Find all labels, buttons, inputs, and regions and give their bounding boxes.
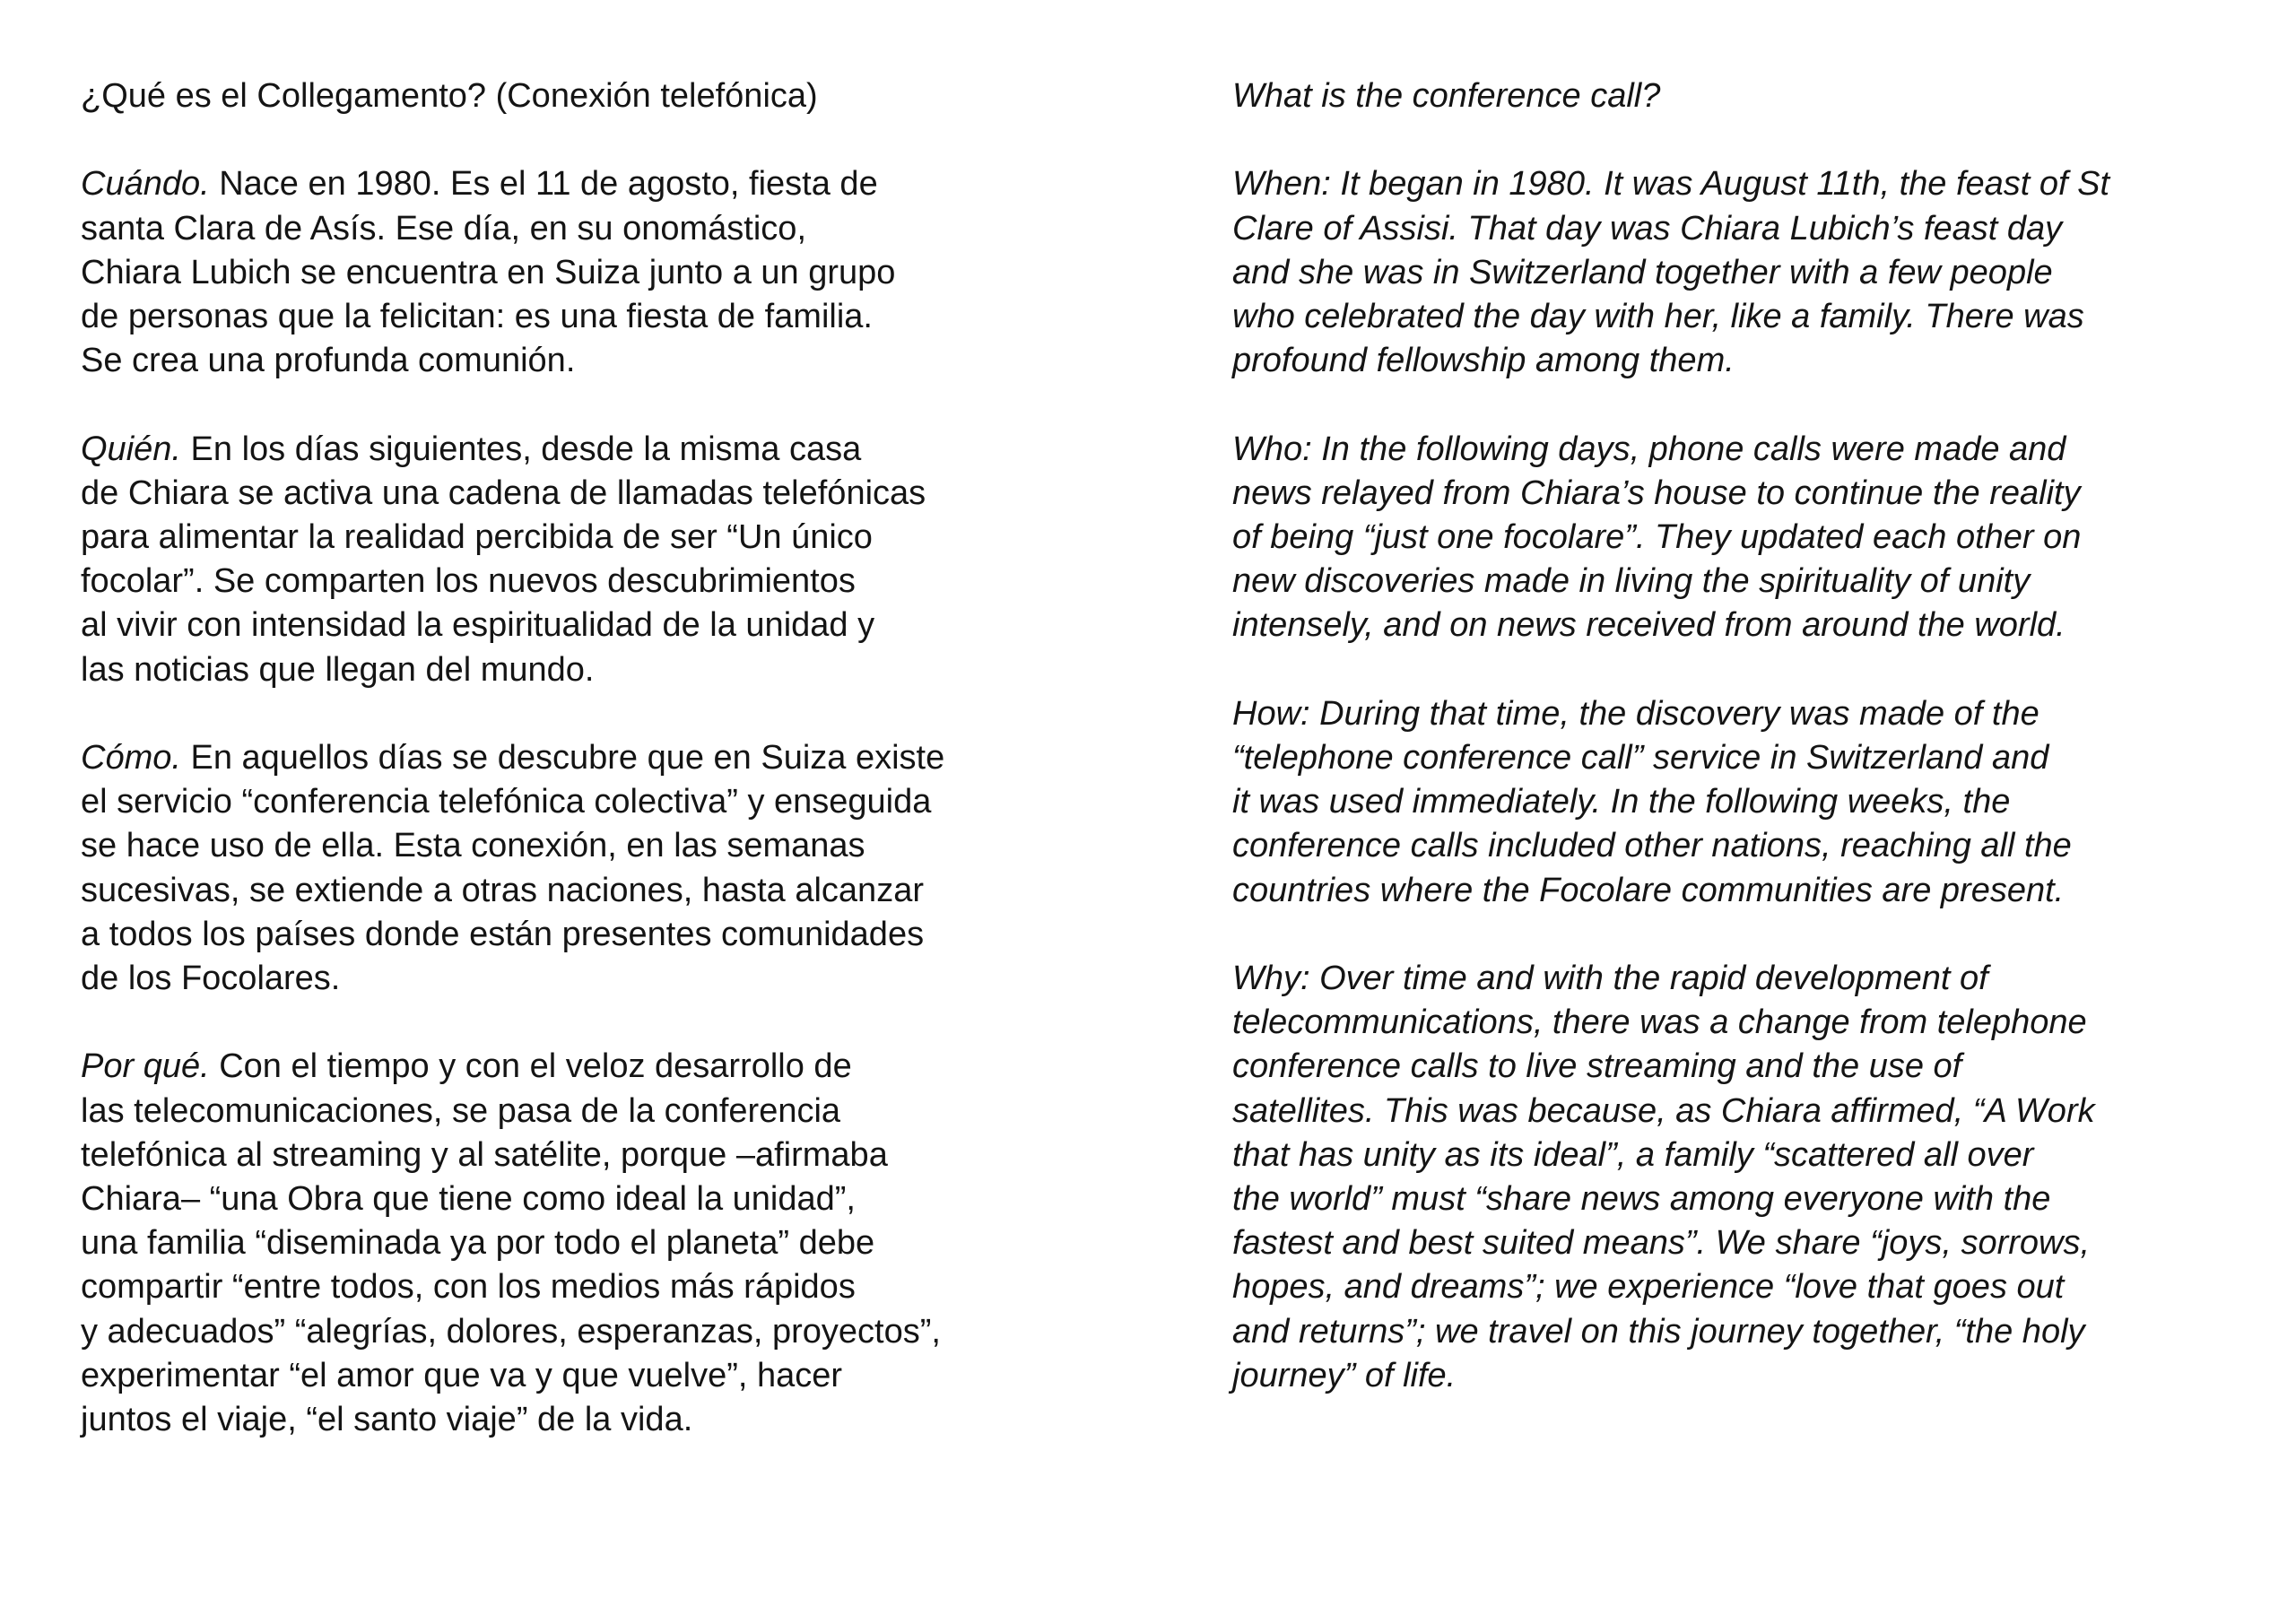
text-fragment: Con el tiempo y con el veloz desarrollo de xyxy=(209,1047,852,1086)
text-line: una familia “diseminada ya por todo el planeta” debe xyxy=(81,1224,875,1263)
text-line xyxy=(81,736,1121,780)
section-lead: Quién. xyxy=(81,430,181,468)
text-line: experimentar “el amor que va y que vuelve”, hacer xyxy=(81,1356,843,1394)
text-fragment: Nace en 1980. Es el 11 de agosto, fiesta de xyxy=(209,165,878,204)
text-line: who celebrated the day with her, like a family. There was xyxy=(1232,298,2084,335)
text-line: se hace uso de ella. Esta conexión, en las semanas xyxy=(81,827,865,865)
english-title xyxy=(1232,74,2273,118)
english-section-when xyxy=(1232,162,2273,383)
text-line: al vivir con intensidad la espiritualidad de la unidad y xyxy=(81,606,875,645)
text-line: the world” must “share news among everyone with the xyxy=(1232,1180,2051,1219)
section-lead: Por qué. xyxy=(81,1047,210,1086)
text-line: Clare of Assisi. That day was Chiara Lubich’s feast day xyxy=(1232,209,2063,248)
text-line: para alimentar la realidad percibida de ser “Un único xyxy=(81,518,873,556)
text-line: Se crea una profunda comunión. xyxy=(81,342,576,380)
text-line: las noticias que llegan del mundo. xyxy=(81,650,595,689)
text-fragment: En los días siguientes, desde la misma casa xyxy=(180,430,862,468)
text-line xyxy=(81,1045,1121,1089)
text-line: journey” of life. xyxy=(1232,1356,1457,1394)
text-line: that has unity as its ideal”, a family “scattered all over xyxy=(1232,1135,2034,1174)
text-line: fastest and best suited means”. We share “joys, sorrows, xyxy=(1232,1224,2091,1263)
text-line: telefónica al streaming y al satélite, porque –afirmaba xyxy=(81,1135,888,1174)
text-line xyxy=(81,428,1121,472)
text-line: santa Clara de Asís. Ese día, en su onomástico, xyxy=(81,209,807,248)
spanish-title-text: ¿Qué es el Collegamento? (Conexión telefónica) xyxy=(81,77,818,115)
text-line: “telephone conference call” service in Switzerland and xyxy=(1232,739,2049,777)
text-line: intensely, and on news received from around the world. xyxy=(1232,606,2066,645)
text-line: a todos los países donde están presentes comunidades xyxy=(81,915,925,953)
text-line: las telecomunicaciones, se pasa de la conferencia xyxy=(81,1091,841,1130)
text-line: el servicio “conferencia telefónica colectiva” y enseguida xyxy=(81,783,932,821)
english-title-text: What is the conference call? xyxy=(1232,77,1661,115)
text-line: Why: Over time and with the rapid development of xyxy=(1232,960,1988,997)
text-line: Chiara– “una Obra que tiene como ideal la unidad”, xyxy=(81,1180,856,1219)
english-column xyxy=(1232,74,2273,1442)
text-line: of being “just one focolare”. They updated each other on xyxy=(1232,518,2082,556)
text-line: sucesivas, se extiende a otras naciones, hasta alcanzar xyxy=(81,871,924,909)
spanish-section-como xyxy=(81,736,1121,1001)
text-line: de Chiara se activa una cadena de llamadas telefónicas xyxy=(81,473,926,512)
text-line: conference calls to live streaming and the use of xyxy=(1232,1047,1962,1086)
text-line: it was used immediately. In the following weeks, the xyxy=(1232,783,2011,821)
text-line: satellites. This was because, as Chiara affirmed, “A Work xyxy=(1232,1091,2095,1130)
text-fragment: En aquellos días se descubre que en Suiza existe xyxy=(180,739,945,777)
text-line: and she was in Switzerland together with a few people xyxy=(1232,253,2053,291)
text-line: Chiara Lubich se encuentra en Suiza junto a un grupo xyxy=(81,253,896,291)
text-line: new discoveries made in living the spirituality of unity xyxy=(1232,562,2031,601)
spanish-title xyxy=(81,74,1121,118)
text-line: news relayed from Chiara’s house to continue the reality xyxy=(1232,473,2081,512)
spanish-column xyxy=(81,74,1121,1486)
text-line: telecommunications, there was a change from telephone xyxy=(1232,1003,2087,1042)
text-line: de los Focolares. xyxy=(81,960,341,998)
english-section-how xyxy=(1232,692,2273,913)
spanish-section-por-que xyxy=(81,1045,1121,1442)
section-lead: Cuándo. xyxy=(81,165,210,204)
text-line: focolar”. Se comparten los nuevos descubrimientos xyxy=(81,562,856,601)
text-line: y adecuados” “alegrías, dolores, esperanzas, proyectos”, xyxy=(81,1312,941,1351)
text-line: de personas que la felicitan: es una fiesta de familia. xyxy=(81,298,873,335)
text-line: How: During that time, the discovery was made of the xyxy=(1232,694,2039,733)
text-line: compartir “entre todos, con los medios más rápidos xyxy=(81,1268,856,1307)
text-line: juntos el viaje, “el santo viaje” de la vida. xyxy=(81,1401,693,1439)
text-line: conference calls included other nations, reaching all the xyxy=(1232,827,2072,865)
text-line: and returns”; we travel on this journey together, “the holy xyxy=(1232,1312,2085,1351)
text-line: profound fellowship among them. xyxy=(1232,342,1735,380)
spanish-section-cuando xyxy=(81,162,1121,383)
text-line: When: It began in 1980. It was August 11th, the feast of St xyxy=(1232,165,2110,204)
text-line xyxy=(81,162,1121,206)
english-section-why xyxy=(1232,957,2273,1398)
english-section-who xyxy=(1232,428,2273,648)
text-line: Who: In the following days, phone calls were made and xyxy=(1232,430,2066,468)
text-line: countries where the Focolare communities are present. xyxy=(1232,871,2065,909)
spanish-section-quien xyxy=(81,428,1121,692)
section-lead: Cómo. xyxy=(81,739,181,777)
text-line: hopes, and dreams”; we experience “love that goes out xyxy=(1232,1268,2065,1307)
